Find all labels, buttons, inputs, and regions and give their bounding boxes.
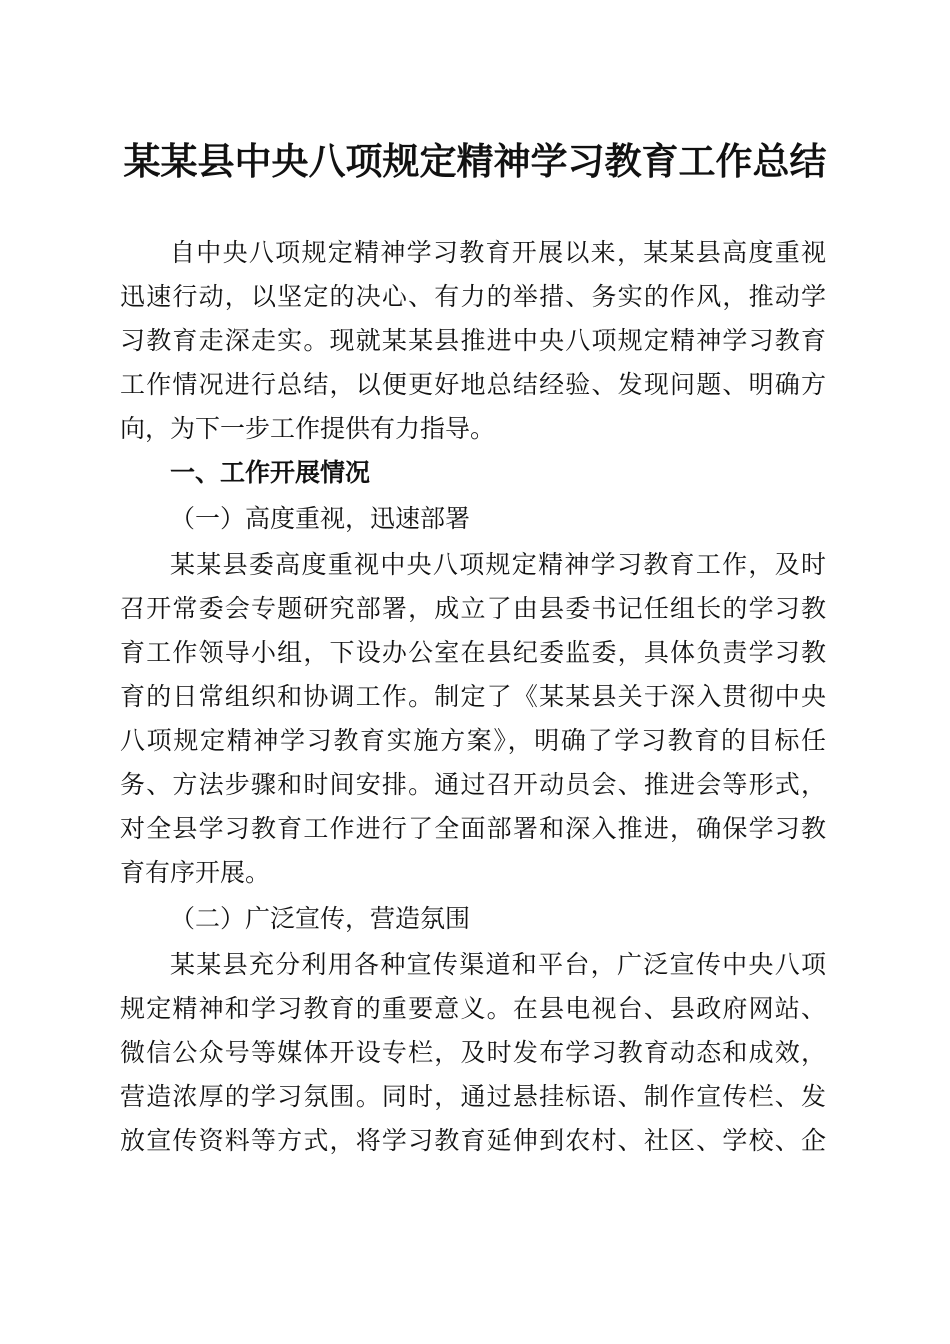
paragraph-line: 育的日常组织和协调工作。制定了《某某县关于深入贯彻中央: [120, 682, 826, 711]
subsection-heading: （二）广泛宣传，营造氛围: [170, 904, 471, 933]
paragraph-line: 规定精神和学习教育的重要意义。在县电视台、县政府网站、: [120, 994, 826, 1023]
intro-line: 工作情况进行总结，以便更好地总结经验、发现问题、明确方: [120, 370, 826, 399]
subsection-heading: （一）高度重视，迅速部署: [170, 504, 471, 533]
paragraph-line: 八项规定精神学习教育实施方案》，明确了学习教育的目标任: [120, 726, 826, 755]
paragraph-line: 召开常委会专题研究部署，成立了由县委书记任组长的学习教: [120, 594, 826, 623]
intro-line: 习教育走深走实。现就某某县推进中央八项规定精神学习教育: [120, 326, 826, 355]
paragraph-line: 育有序开展。: [120, 858, 271, 887]
intro-line: 向，为下一步工作提供有力指导。: [120, 414, 496, 443]
paragraph-line: 放宣传资料等方式，将学习教育延伸到农村、社区、学校、企: [120, 1126, 826, 1155]
paragraph-line: 对全县学习教育工作进行了全面部署和深入推进，确保学习教: [120, 814, 826, 843]
section-heading: 一、工作开展情况: [170, 458, 371, 487]
intro-line: 迅速行动，以坚定的决心、有力的举措、务实的作风，推动学: [120, 282, 826, 311]
paragraph-line: 育工作领导小组，下设办公室在县纪委监委，具体负责学习教: [120, 638, 826, 667]
paragraph-line: 某某县充分利用各种宣传渠道和平台，广泛宣传中央八项: [170, 950, 826, 979]
document-title: 某某县中央八项规定精神学习教育工作总结: [123, 139, 827, 183]
paragraph-line: 某某县委高度重视中央八项规定精神学习教育工作，及时: [170, 550, 826, 579]
intro-line: 自中央八项规定精神学习教育开展以来，某某县高度重视: [170, 238, 826, 267]
paragraph-line: 营造浓厚的学习氛围。同时，通过悬挂标语、制作宣传栏、发: [120, 1082, 826, 1111]
paragraph-line: 务、方法步骤和时间安排。通过召开动员会、推进会等形式，: [120, 770, 826, 799]
paragraph-line: 微信公众号等媒体开设专栏，及时发布学习教育动态和成效，: [120, 1038, 826, 1067]
